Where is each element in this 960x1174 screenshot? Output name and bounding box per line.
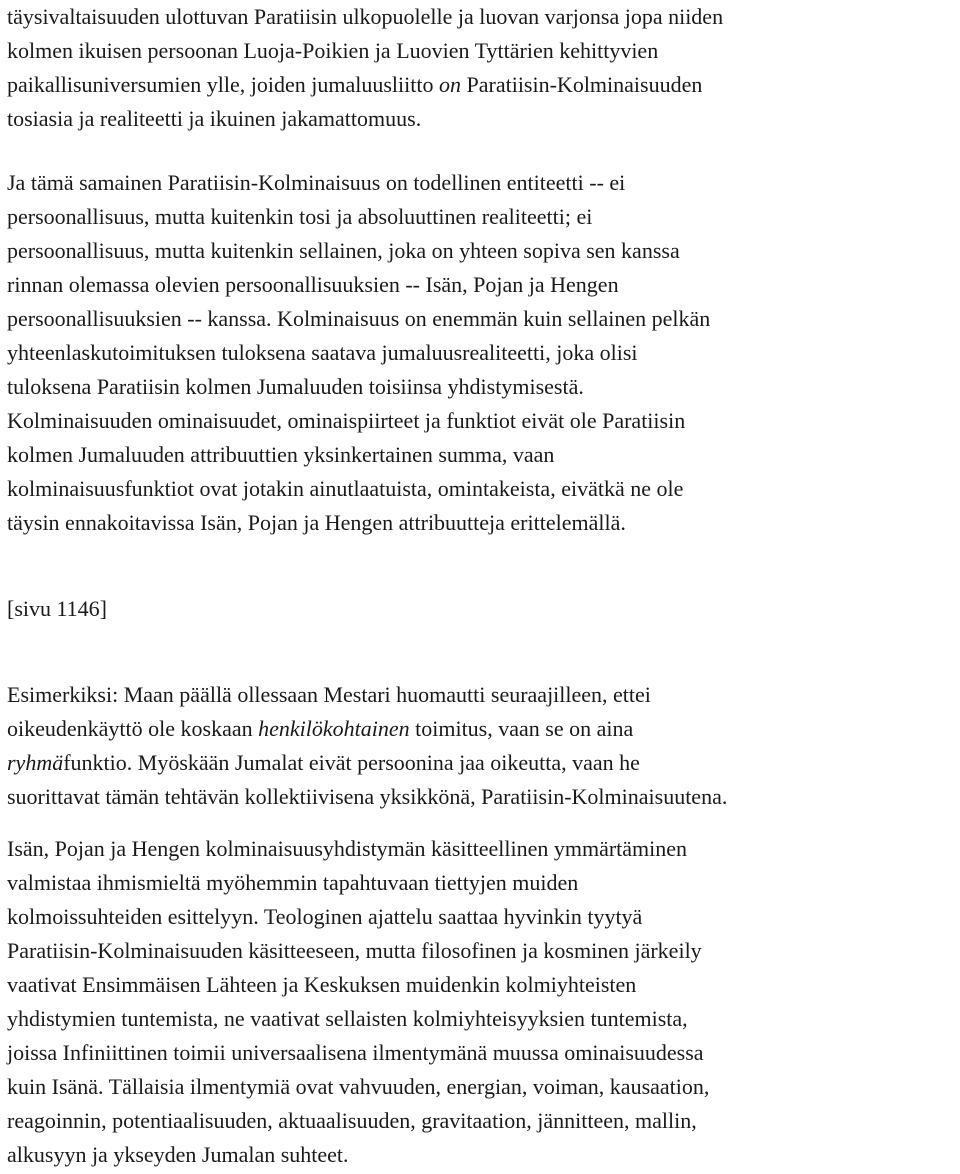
text-line <box>7 678 957 712</box>
text-line <box>7 968 957 1002</box>
text-run: suorittavat tämän tehtävän kollektiivisena yksikkönä, Paratiisin-Kolminaisuutena. <box>7 784 728 809</box>
text-run: [sivu 1146] <box>7 596 108 621</box>
italic-text: on <box>439 72 461 97</box>
text-run: yhteenlaskutoimituksen tuloksena saatava jumaluusrealiteetti, joka olisi <box>7 340 638 365</box>
text-run: rinnan olemassa olevien persoonallisuuksien -- Isän, Pojan ja Hengen <box>7 272 619 297</box>
text-run: yhdistymien tuntemista, ne vaativat sellaisten kolmiyhteisyyksien tuntemista, <box>7 1006 688 1031</box>
text-line <box>7 746 957 780</box>
text-line <box>7 438 957 472</box>
text-run: persoonallisuus, mutta kuitenkin tosi ja absoluuttinen realiteetti; ei <box>7 204 593 229</box>
text-run: Esimerkiksi: Maan päällä ollessaan Mestari huomautti seuraajilleen, ettei <box>7 682 651 707</box>
text-line <box>7 68 957 102</box>
text-line <box>7 336 957 370</box>
text-run: täysivaltaisuuden ulottuvan Paratiisin ulkopuolelle ja luovan varjonsa jopa niiden <box>7 4 724 29</box>
paragraph-gap <box>7 540 957 592</box>
text-run: Isän, Pojan ja Hengen kolminaisuusyhdistymän käsitteellinen ymmärtäminen <box>7 836 688 861</box>
text-run: oikeudenkäyttö ole koskaan <box>7 716 259 741</box>
text-line <box>7 166 957 200</box>
text-line <box>7 102 957 136</box>
text-run: täysin ennakoitavissa Isän, Pojan ja Hengen attribuutteja erittelemällä. <box>7 510 626 535</box>
text-line <box>7 302 957 336</box>
text-run: tosiasia ja realiteetti ja ikuinen jakamattomuus. <box>7 106 422 131</box>
text-run: valmistaa ihmismieltä myöhemmin tapahtuvaan tiettyjen muiden <box>7 870 579 895</box>
text-line <box>7 866 957 900</box>
text-run: vaativat Ensimmäisen Lähteen ja Keskuksen muidenkin kolmiyhteisten <box>7 972 637 997</box>
text-run: kuin Isänä. Tällaisia ilmentymiä ovat vahvuuden, energian, voiman, kausaation, <box>7 1074 710 1099</box>
text-line <box>7 1036 957 1070</box>
text-run: Paratiisin-Kolminaisuuden <box>461 72 703 97</box>
paragraph-intro <box>7 0 957 136</box>
text-line <box>7 832 957 866</box>
text-run: kolmen Jumaluuden attribuuttien yksinkertainen summa, vaan <box>7 442 555 467</box>
text-line <box>7 234 957 268</box>
page-marker <box>7 592 957 626</box>
text-run: toimitus, vaan se on aina <box>409 716 634 741</box>
text-run: reagoinnin, potentiaalisuuden, aktuaalisuuden, gravitaation, jännitteen, mallin, <box>7 1108 697 1133</box>
text-line <box>7 1138 957 1172</box>
paragraph-triunity <box>7 832 957 1172</box>
text-run: paikallisuniversumien ylle, joiden jumaluusliitto <box>7 72 439 97</box>
text-line <box>7 34 957 68</box>
text-line <box>7 0 957 34</box>
text-line <box>7 200 957 234</box>
text-run: Ja tämä samainen Paratiisin-Kolminaisuus on todellinen entiteetti -- ei <box>7 170 626 195</box>
text-run: funktio. Myöskään Jumalat eivät persoonina jaa oikeutta, vaan he <box>63 750 640 775</box>
text-line <box>7 404 957 438</box>
text-line <box>7 712 957 746</box>
text-run: alkusyyn ja ykseyden Jumalan suhteet. <box>7 1142 349 1167</box>
text-run: kolminaisuusfunktiot ovat jotakin ainutlaatuista, omintakeista, eivätkä ne ole <box>7 476 684 501</box>
paragraph-gap <box>7 136 957 166</box>
paragraph-trinity-entity <box>7 166 957 540</box>
italic-text: ryhmä <box>7 750 64 775</box>
text-run: Kolminaisuuden ominaisuudet, ominaispiirteet ja funktiot eivät ole Paratiisin <box>7 408 686 433</box>
text-line <box>7 370 957 404</box>
italic-text: henkilökohtainen <box>258 716 410 741</box>
page-number-marker <box>7 592 957 626</box>
paragraph-example <box>7 678 957 814</box>
paragraph-gap <box>7 626 957 678</box>
text-line <box>7 1104 957 1138</box>
text-line <box>7 268 957 302</box>
text-run: persoonallisuus, mutta kuitenkin sellainen, joka on yhteen sopiva sen kanssa <box>7 238 680 263</box>
text-run: joissa Infiniittinen toimii universaalisena ilmentymänä muussa ominaisuudessa <box>7 1040 704 1065</box>
document-page <box>7 0 957 1172</box>
text-line <box>7 780 957 814</box>
text-line <box>7 1002 957 1036</box>
paragraph-gap <box>7 814 957 832</box>
text-line <box>7 900 957 934</box>
text-line <box>7 934 957 968</box>
text-run: Paratiisin-Kolminaisuuden käsitteeseen, mutta filosofinen ja kosminen järkeily <box>7 938 702 963</box>
text-run: kolmen ikuisen persoonan Luoja-Poikien ja Luovien Tyttärien kehittyvien <box>7 38 659 63</box>
text-run: tuloksena Paratiisin kolmen Jumaluuden toisiinsa yhdistymisestä. <box>7 374 584 399</box>
text-line <box>7 1070 957 1104</box>
text-line <box>7 506 957 540</box>
text-run: persoonallisuuksien -- kanssa. Kolminaisuus on enemmän kuin sellainen pelkän <box>7 306 711 331</box>
text-run: kolmoissuhteiden esittelyyn. Teologinen ajattelu saattaa hyvinkin tyytyä <box>7 904 643 929</box>
text-line <box>7 472 957 506</box>
